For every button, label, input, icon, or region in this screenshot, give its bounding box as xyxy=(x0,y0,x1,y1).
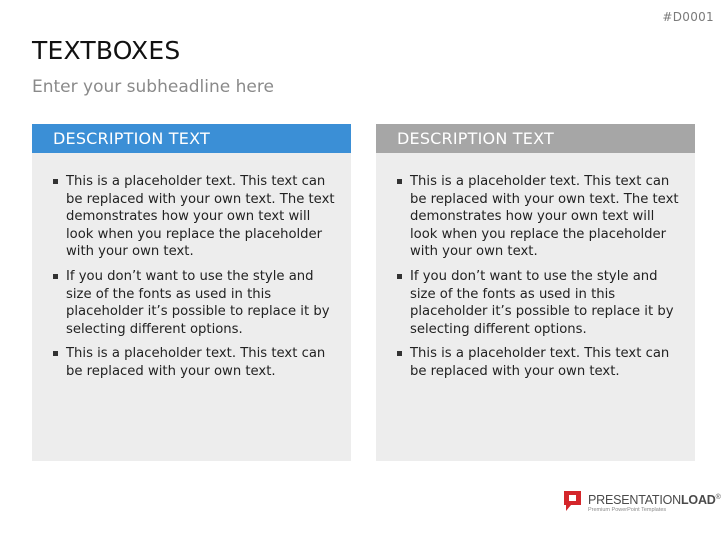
square-bullet-icon xyxy=(53,179,58,184)
logo-brand: PRESENTATIONLOAD® xyxy=(588,493,721,508)
list-item xyxy=(66,345,335,380)
square-bullet-icon xyxy=(397,179,402,184)
slide-id: #D0001 xyxy=(662,10,714,24)
presentationload-logo xyxy=(563,490,721,514)
list-item xyxy=(66,268,335,338)
textbox-right xyxy=(376,124,695,461)
bullet-text: If you don’t want to use the style and size of the fonts as used in this placeholder it’s possible to replace it by selecting different options. xyxy=(410,268,674,337)
presentationload-logo-icon xyxy=(563,490,582,514)
textbox-right-header: DESCRIPTION TEXT xyxy=(376,124,695,153)
list-item xyxy=(410,345,679,380)
square-bullet-icon xyxy=(397,274,402,279)
square-bullet-icon xyxy=(397,351,402,356)
list-item xyxy=(66,173,335,261)
bullet-text: If you don’t want to use the style and size of the fonts as used in this placeholder it’s possible to replace it by selecting different options. xyxy=(66,268,330,337)
list-item xyxy=(410,268,679,338)
textbox-right-bullet-list xyxy=(376,153,695,381)
bullet-text: This is a placeholder text. This text can be replaced with your own text. xyxy=(66,346,326,379)
textbox-left-header: DESCRIPTION TEXT xyxy=(32,124,351,153)
list-item xyxy=(410,173,679,261)
bullet-text: This is a placeholder text. This text can be replaced with your own text. The text demonstrates how your own text will look when you replace the placeholder with your own text. xyxy=(410,174,679,260)
square-bullet-icon xyxy=(53,274,58,279)
textbox-left-bullet-list xyxy=(32,153,351,381)
page-title: TEXTBOXES xyxy=(32,36,181,65)
square-bullet-icon xyxy=(53,351,58,356)
logo-tagline: Premium PowerPoint Templates xyxy=(588,507,667,514)
page-subtitle: Enter your subheadline here xyxy=(32,77,274,97)
textbox-left xyxy=(32,124,351,461)
bullet-text: This is a placeholder text. This text can be replaced with your own text. The text demonstrates how your own text will look when you replace the placeholder with your own text. xyxy=(66,174,335,260)
bullet-text: This is a placeholder text. This text can be replaced with your own text. xyxy=(410,346,670,379)
